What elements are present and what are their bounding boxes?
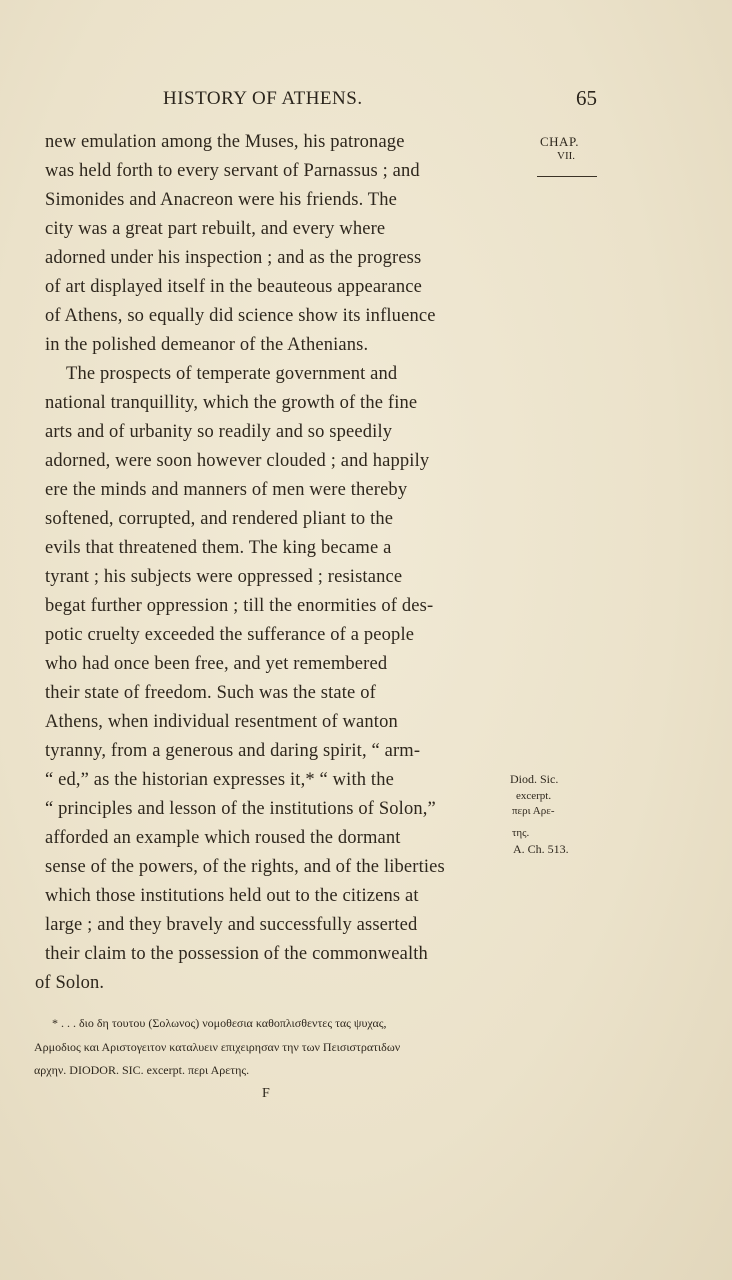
text-line: tyrant ; his subjects were oppressed ; resistance (45, 567, 403, 587)
text-line: Athens, when individual resentment of wanton (45, 712, 398, 732)
text-line: national tranquillity, which the growth of the fine (45, 393, 418, 413)
text-line: in the polished demeanor of the Athenians. (45, 335, 369, 355)
footnote-line: Αρμοδιος και Αριστογειτον καταλυειν επιχειρησαν την των Πεισιστρατιδων (34, 1040, 401, 1054)
text-line: Simonides and Anacreon were his friends. The (45, 190, 398, 210)
text-line: begat further oppression ; till the enormities of des- (45, 596, 434, 616)
text-line: “ ed,” as the historian expresses it,* “ with the (45, 770, 394, 790)
text-line: sense of the powers, of the rights, and of the liberties (45, 857, 445, 877)
text-line: afforded an example which roused the dormant (45, 828, 401, 848)
text-line: The prospects of temperate government and (66, 364, 398, 384)
footnote-line: * . . . διο δη τουτου (Σολωνος) νομοθεσια καθοπλισθεντες τας ψυχας, (52, 1016, 387, 1030)
text-line: tyranny, from a generous and daring spirit, “ arm- (45, 741, 421, 761)
text-line: of Solon. (35, 973, 105, 993)
text-line: adorned under his inspection ; and as the progress (45, 248, 422, 268)
text-line: arts and of urbanity so readily and so speedily (45, 422, 393, 442)
text-line: their claim to the possession of the commonwealth (45, 944, 428, 964)
text-line: new emulation among the Muses, his patronage (45, 132, 405, 152)
citation-line: Diod. Sic. (510, 772, 559, 786)
text-line: city was a great part rebuilt, and every where (45, 219, 386, 239)
text-line: ere the minds and manners of men were thereby (45, 480, 408, 500)
text-line: their state of freedom. Such was the state of (45, 683, 376, 703)
citation-line: περι Αρε- (512, 805, 555, 817)
citation-line: A. Ch. 513. (513, 842, 569, 856)
signature-mark: F (262, 1086, 270, 1101)
citation-line: της. (512, 827, 530, 839)
text-line: adorned, were soon however clouded ; and happily (45, 451, 430, 471)
text-line: of Athens, so equally did science show its influence (45, 306, 436, 326)
text-line: which those institutions held out to the citizens at (45, 886, 419, 906)
text-line: potic cruelty exceeded the sufferance of a people (45, 625, 415, 645)
footnote-line: αρχην. DIODOR. SIC. excerpt. περι Αρετης. (34, 1063, 250, 1077)
running-title: HISTORY OF ATHENS. (163, 88, 363, 109)
text-line: softened, corrupted, and rendered pliant to the (45, 509, 394, 529)
chapter-number: VII. (557, 150, 576, 162)
page-number: 65 (576, 86, 597, 110)
text-line: large ; and they bravely and successfully asserted (45, 915, 418, 935)
text-line: was held forth to every servant of Parnassus ; and (45, 161, 420, 181)
text-line: evils that threatened them. The king became a (45, 538, 392, 558)
text-line: who had once been free, and yet remembered (45, 654, 388, 674)
chapter-label: CHAP. (540, 134, 579, 149)
citation-line: excerpt. (516, 790, 552, 802)
text-line: of art displayed itself in the beauteous appearance (45, 277, 422, 297)
text-line: “ principles and lesson of the institutions of Solon,” (45, 799, 436, 819)
